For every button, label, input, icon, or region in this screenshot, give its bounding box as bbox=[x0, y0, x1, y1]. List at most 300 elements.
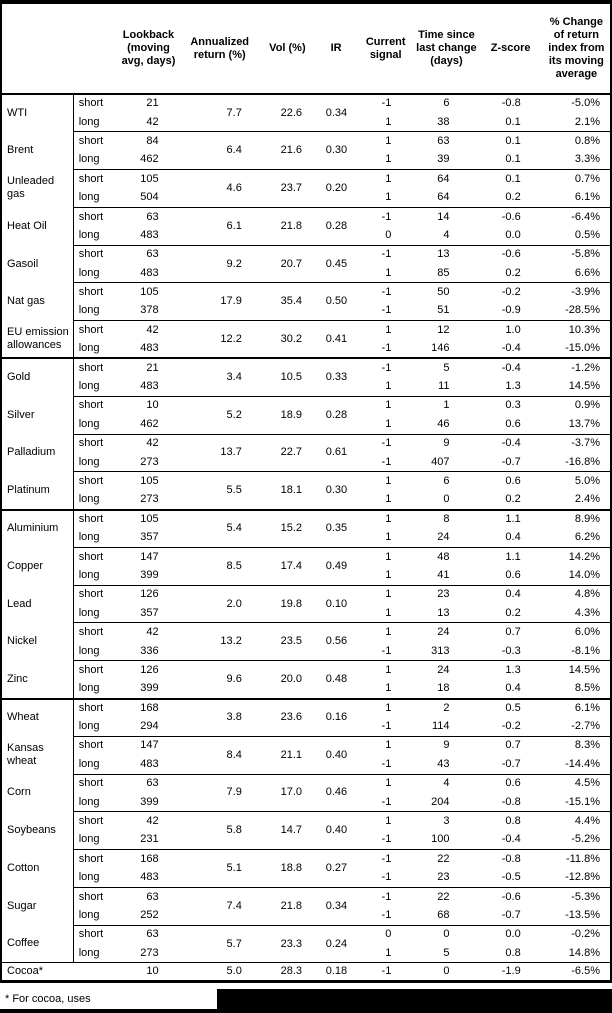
table-row bbox=[1, 850, 611, 869]
vol-value: 35.4 bbox=[260, 283, 315, 321]
table-row bbox=[1, 245, 611, 264]
lookback-value: 63 bbox=[146, 928, 159, 941]
lookback-value: 105 bbox=[140, 475, 159, 487]
ir-value: 0.34 bbox=[315, 94, 357, 132]
pct-change-value: 4.5% bbox=[574, 777, 600, 790]
table-row bbox=[1, 623, 611, 642]
time-since-change-value: 48 bbox=[437, 550, 450, 563]
commodity-name: Gold bbox=[1, 358, 73, 396]
col-header-zscore: Z-score bbox=[479, 2, 543, 94]
time-since-change-value: 46 bbox=[414, 415, 478, 434]
pct-change-value: -11.8% bbox=[565, 852, 600, 865]
lookback-value: 273 bbox=[117, 944, 179, 963]
pct-change-value: 0.9% bbox=[574, 399, 600, 412]
table-row bbox=[1, 358, 611, 377]
signal-value: -1 bbox=[381, 210, 392, 223]
pct-change-value: 4.8% bbox=[574, 588, 600, 601]
lookback-value: 42 bbox=[146, 815, 159, 828]
zscore-value: -0.8 bbox=[479, 793, 543, 812]
pct-change-value: 0.7% bbox=[574, 172, 600, 185]
pct-change-value: -16.8% bbox=[543, 453, 611, 472]
ir-value: 0.40 bbox=[315, 812, 357, 850]
table-row bbox=[1, 585, 611, 604]
signal-value: 1 bbox=[357, 151, 414, 170]
lookback-value: 10 bbox=[146, 399, 159, 412]
vol-value: 15.2 bbox=[260, 510, 315, 548]
horizon-label: long bbox=[73, 755, 117, 774]
commodity-name: Nickel bbox=[1, 623, 73, 661]
commodity-name: Cocoa* bbox=[1, 963, 73, 982]
zscore-value: 0.1 bbox=[479, 113, 543, 132]
time-since-change-value: 13 bbox=[437, 248, 450, 261]
annualized-return-value: 8.4 bbox=[180, 736, 260, 774]
table-row bbox=[1, 510, 611, 529]
time-since-change-value: 11 bbox=[414, 377, 478, 396]
col-header-time-since-last-change: Time since last change (days) bbox=[414, 2, 478, 94]
annualized-return-value: 5.1 bbox=[180, 850, 260, 888]
signal-value: 1 bbox=[385, 701, 392, 714]
horizon-label: long bbox=[73, 944, 117, 963]
zscore-value: 0.4 bbox=[479, 680, 543, 699]
annualized-return-value: 4.6 bbox=[180, 170, 260, 208]
pct-change-value: 6.2% bbox=[543, 528, 611, 547]
commodity-name: Nat gas bbox=[1, 283, 73, 321]
lookback-value: 10 bbox=[117, 963, 179, 982]
zscore-value: -0.8 bbox=[501, 97, 521, 110]
annualized-return-value: 5.4 bbox=[180, 510, 260, 548]
horizon-label: short bbox=[78, 701, 104, 714]
signal-value: 1 bbox=[357, 604, 414, 623]
pct-change-value: -5.2% bbox=[543, 831, 611, 850]
table-row bbox=[1, 736, 611, 755]
annualized-return-value: 13.7 bbox=[180, 434, 260, 472]
horizon-label: short bbox=[78, 777, 104, 790]
commodity-name: Platinum bbox=[1, 472, 73, 510]
signal-value: -1 bbox=[381, 361, 392, 374]
horizon-label: long bbox=[73, 264, 117, 283]
time-since-change-value: 4 bbox=[414, 226, 478, 245]
signal-value: -1 bbox=[357, 340, 414, 359]
signal-value: 1 bbox=[357, 377, 414, 396]
commodity-name: Coffee bbox=[1, 925, 73, 963]
zscore-value: 0.8 bbox=[505, 815, 521, 828]
col-header-vol: Vol (%) bbox=[260, 2, 315, 94]
ir-value: 0.45 bbox=[315, 245, 357, 283]
table-row bbox=[1, 170, 611, 189]
zscore-value: 0.7 bbox=[505, 739, 521, 752]
lookback-value: 63 bbox=[146, 890, 159, 903]
zscore-value: 0.8 bbox=[479, 944, 543, 963]
lookback-value: 168 bbox=[140, 852, 159, 865]
vol-value: 23.5 bbox=[260, 623, 315, 661]
signal-value: -1 bbox=[357, 642, 414, 661]
time-since-change-value: 18 bbox=[414, 680, 478, 699]
commodity-name: Silver bbox=[1, 396, 73, 434]
pct-change-value: -28.5% bbox=[543, 302, 611, 321]
lookback-value: 399 bbox=[117, 680, 179, 699]
vol-value: 21.1 bbox=[260, 736, 315, 774]
lookback-value: 168 bbox=[140, 701, 159, 714]
lookback-value: 273 bbox=[117, 453, 179, 472]
horizon-label: long bbox=[73, 491, 117, 510]
horizon-label: short bbox=[78, 361, 104, 374]
zscore-value: 0.4 bbox=[505, 588, 521, 601]
annualized-return-value: 17.9 bbox=[180, 283, 260, 321]
pct-change-value: -5.0% bbox=[571, 97, 600, 110]
time-since-change-value: 9 bbox=[443, 739, 450, 752]
horizon-label: long bbox=[73, 528, 117, 547]
commodity-name: EU emission allowances bbox=[1, 321, 73, 359]
vol-value: 21.6 bbox=[260, 132, 315, 170]
lookback-value: 105 bbox=[140, 513, 159, 526]
col-header-empty bbox=[1, 2, 117, 94]
ir-value: 0.61 bbox=[315, 434, 357, 472]
horizon-label: short bbox=[78, 588, 104, 601]
zscore-value: 0.0 bbox=[479, 226, 543, 245]
time-since-change-value: 4 bbox=[443, 777, 450, 790]
lookback-value: 378 bbox=[117, 302, 179, 321]
zscore-value: 0.6 bbox=[505, 475, 521, 487]
lookback-value: 42 bbox=[146, 626, 159, 639]
lookback-value: 357 bbox=[117, 604, 179, 623]
signal-value: 1 bbox=[385, 550, 392, 563]
signal-value: -1 bbox=[357, 831, 414, 850]
signal-value: 1 bbox=[357, 415, 414, 434]
horizon-label: short bbox=[78, 248, 104, 261]
table-row bbox=[1, 396, 611, 415]
zscore-value: -0.7 bbox=[479, 755, 543, 774]
col-header-current-signal: Current signal bbox=[357, 2, 414, 94]
signal-value: -1 bbox=[357, 869, 414, 888]
pct-change-value: 6.1% bbox=[574, 701, 600, 714]
ir-value: 0.28 bbox=[315, 207, 357, 245]
footnote-text: * For cocoa, uses bbox=[5, 993, 91, 1005]
table-row bbox=[1, 963, 611, 982]
zscore-value: -0.4 bbox=[479, 831, 543, 850]
table-row bbox=[1, 207, 611, 226]
annualized-return-value: 5.5 bbox=[180, 472, 260, 510]
annualized-return-value: 9.6 bbox=[180, 661, 260, 699]
signal-value: -1 bbox=[381, 97, 392, 110]
vol-value: 21.8 bbox=[260, 207, 315, 245]
horizon-label bbox=[73, 963, 117, 982]
table-row bbox=[1, 547, 611, 566]
horizon-label: long bbox=[73, 453, 117, 472]
pct-change-value: 0.5% bbox=[543, 226, 611, 245]
zscore-value: -0.6 bbox=[501, 210, 521, 223]
pct-change-value: -0.2% bbox=[571, 928, 600, 941]
zscore-value: -0.4 bbox=[501, 361, 521, 374]
horizon-label: short bbox=[78, 739, 104, 752]
footnote-box bbox=[0, 989, 219, 1010]
horizon-label: long bbox=[73, 566, 117, 585]
annualized-return-value: 5.0 bbox=[180, 963, 260, 982]
annualized-return-value: 5.7 bbox=[180, 925, 260, 963]
pct-change-value: 14.0% bbox=[543, 566, 611, 585]
time-since-change-value: 5 bbox=[414, 944, 478, 963]
horizon-label: long bbox=[73, 906, 117, 925]
lookback-value: 483 bbox=[117, 226, 179, 245]
horizon-label: long bbox=[73, 869, 117, 888]
vol-value: 18.1 bbox=[260, 472, 315, 510]
vol-value: 18.8 bbox=[260, 850, 315, 888]
commodity-name: WTI bbox=[1, 94, 73, 132]
lookback-value: 63 bbox=[146, 777, 159, 790]
lookback-value: 63 bbox=[146, 210, 159, 223]
pct-change-value: 14.5% bbox=[568, 663, 600, 676]
commodity-name: Brent bbox=[1, 132, 73, 170]
lookback-value: 147 bbox=[140, 739, 159, 752]
lookback-value: 231 bbox=[117, 831, 179, 850]
annualized-return-value: 6.1 bbox=[180, 207, 260, 245]
vol-value: 14.7 bbox=[260, 812, 315, 850]
time-since-change-value: 39 bbox=[414, 151, 478, 170]
signal-value: -1 bbox=[357, 755, 414, 774]
ir-value: 0.35 bbox=[315, 510, 357, 548]
zscore-value: -0.4 bbox=[501, 437, 521, 450]
pct-change-value: -3.9% bbox=[571, 286, 600, 299]
lookback-value: 504 bbox=[117, 188, 179, 207]
time-since-change-value: 6 bbox=[443, 475, 450, 487]
pct-change-value: 14.5% bbox=[543, 377, 611, 396]
commodity-name: Soybeans bbox=[1, 812, 73, 850]
horizon-label: short bbox=[78, 475, 104, 487]
pct-change-value: -12.8% bbox=[543, 869, 611, 888]
signal-value: 1 bbox=[385, 399, 392, 412]
zscore-value: 1.1 bbox=[505, 550, 521, 563]
zscore-value: -0.8 bbox=[501, 852, 521, 865]
zscore-value: 0.0 bbox=[505, 928, 521, 941]
time-since-change-value: 68 bbox=[414, 906, 478, 925]
zscore-value: -0.5 bbox=[479, 869, 543, 888]
horizon-label: short bbox=[78, 210, 104, 223]
zscore-value: 1.3 bbox=[505, 663, 521, 676]
pct-change-value: 8.9% bbox=[574, 513, 600, 526]
zscore-value: 1.1 bbox=[505, 513, 521, 526]
lookback-value: 399 bbox=[117, 566, 179, 585]
signal-value: 0 bbox=[385, 928, 392, 941]
signal-value: 1 bbox=[357, 188, 414, 207]
signal-value: 1 bbox=[385, 626, 392, 639]
lookback-value: 105 bbox=[140, 172, 159, 185]
zscore-value: 1.0 bbox=[505, 323, 521, 336]
pct-change-value: 14.8% bbox=[543, 944, 611, 963]
signal-value: 1 bbox=[385, 739, 392, 752]
pct-change-value: -3.7% bbox=[571, 437, 600, 450]
horizon-label: short bbox=[78, 626, 104, 639]
lookback-value: 126 bbox=[140, 588, 159, 601]
time-since-change-value: 41 bbox=[414, 566, 478, 585]
time-since-change-value: 24 bbox=[437, 626, 450, 639]
lookback-value: 21 bbox=[146, 361, 159, 374]
lookback-value: 105 bbox=[140, 286, 159, 299]
horizon-label: short bbox=[78, 172, 104, 185]
commodity-name: Aluminium bbox=[1, 510, 73, 548]
horizon-label: short bbox=[78, 852, 104, 865]
time-since-change-value: 13 bbox=[414, 604, 478, 623]
time-since-change-value: 24 bbox=[414, 528, 478, 547]
horizon-label: short bbox=[78, 399, 104, 412]
time-since-change-value: 146 bbox=[414, 340, 478, 359]
signal-value: 0 bbox=[357, 226, 414, 245]
commodity-name: Lead bbox=[1, 585, 73, 623]
time-since-change-value: 14 bbox=[437, 210, 450, 223]
time-since-change-value: 64 bbox=[437, 172, 450, 185]
signal-value: -1 bbox=[357, 963, 414, 982]
zscore-value: 1.3 bbox=[479, 377, 543, 396]
pct-change-value: 4.3% bbox=[543, 604, 611, 623]
pct-change-value: 5.0% bbox=[574, 475, 600, 487]
pct-change-value: -5.8% bbox=[571, 248, 600, 261]
zscore-value: 0.4 bbox=[479, 528, 543, 547]
ir-value: 0.41 bbox=[315, 321, 357, 359]
time-since-change-value: 2 bbox=[443, 701, 450, 714]
horizon-label: long bbox=[73, 604, 117, 623]
signal-value: -1 bbox=[381, 286, 392, 299]
horizon-label: long bbox=[73, 113, 117, 132]
time-since-change-value: 0 bbox=[414, 963, 478, 982]
horizon-label: long bbox=[73, 415, 117, 434]
vol-value: 20.7 bbox=[260, 245, 315, 283]
lookback-value: 336 bbox=[117, 642, 179, 661]
vol-value: 28.3 bbox=[260, 963, 315, 982]
time-since-change-value: 0 bbox=[414, 491, 478, 510]
horizon-label: long bbox=[73, 226, 117, 245]
lookback-value: 126 bbox=[140, 663, 159, 676]
pct-change-value: -8.1% bbox=[543, 642, 611, 661]
horizon-label: long bbox=[73, 188, 117, 207]
time-since-change-value: 50 bbox=[437, 286, 450, 299]
vol-value: 18.9 bbox=[260, 396, 315, 434]
time-since-change-value: 204 bbox=[414, 793, 478, 812]
table-row bbox=[1, 887, 611, 906]
table-row bbox=[1, 94, 611, 113]
ir-value: 0.48 bbox=[315, 661, 357, 699]
pct-change-value: -6.5% bbox=[543, 963, 611, 982]
zscore-value: -0.7 bbox=[479, 906, 543, 925]
horizon-label: long bbox=[73, 717, 117, 736]
table-row bbox=[1, 774, 611, 793]
zscore-value: -1.9 bbox=[479, 963, 543, 982]
table-row bbox=[1, 283, 611, 302]
signal-value: 1 bbox=[385, 777, 392, 790]
ir-value: 0.24 bbox=[315, 925, 357, 963]
pct-change-value: 3.3% bbox=[543, 151, 611, 170]
signal-value: -1 bbox=[381, 248, 392, 261]
signal-value: -1 bbox=[357, 906, 414, 925]
lookback-value: 42 bbox=[146, 323, 159, 336]
signal-value: 1 bbox=[357, 113, 414, 132]
ir-value: 0.49 bbox=[315, 547, 357, 585]
footer-bar bbox=[0, 989, 612, 1013]
signal-value: 1 bbox=[357, 491, 414, 510]
vol-value: 22.7 bbox=[260, 434, 315, 472]
pct-change-value: -2.7% bbox=[543, 717, 611, 736]
commodity-name: Heat Oil bbox=[1, 207, 73, 245]
ir-value: 0.34 bbox=[315, 887, 357, 925]
zscore-value: -0.2 bbox=[501, 286, 521, 299]
horizon-label: short bbox=[78, 437, 104, 450]
time-since-change-value: 5 bbox=[443, 361, 450, 374]
vol-value: 21.8 bbox=[260, 887, 315, 925]
time-since-change-value: 1 bbox=[443, 399, 450, 412]
vol-value: 20.0 bbox=[260, 661, 315, 699]
annualized-return-value: 3.4 bbox=[180, 358, 260, 396]
time-since-change-value: 100 bbox=[414, 831, 478, 850]
col-header-lookback: Lookback (moving avg, days) bbox=[117, 2, 179, 94]
pct-change-value: 4.4% bbox=[574, 815, 600, 828]
vol-value: 19.8 bbox=[260, 585, 315, 623]
pct-change-value: 6.1% bbox=[543, 188, 611, 207]
time-since-change-value: 0 bbox=[443, 928, 450, 941]
vol-value: 10.5 bbox=[260, 358, 315, 396]
pct-change-value: -5.3% bbox=[571, 890, 600, 903]
zscore-value: 0.1 bbox=[505, 172, 521, 185]
signal-value: 1 bbox=[357, 528, 414, 547]
ir-value: 0.30 bbox=[315, 472, 357, 510]
lookback-value: 273 bbox=[117, 491, 179, 510]
zscore-value: 0.6 bbox=[505, 777, 521, 790]
ir-value: 0.50 bbox=[315, 283, 357, 321]
annualized-return-value: 5.2 bbox=[180, 396, 260, 434]
commodity-name: Copper bbox=[1, 547, 73, 585]
horizon-label: short bbox=[78, 97, 104, 110]
lookback-value: 42 bbox=[146, 437, 159, 450]
lookback-value: 42 bbox=[117, 113, 179, 132]
time-since-change-value: 313 bbox=[414, 642, 478, 661]
pct-change-value: -13.5% bbox=[543, 906, 611, 925]
zscore-value: -0.3 bbox=[479, 642, 543, 661]
lookback-value: 399 bbox=[117, 793, 179, 812]
lookback-value: 357 bbox=[117, 528, 179, 547]
table-row bbox=[1, 661, 611, 680]
time-since-change-value: 3 bbox=[443, 815, 450, 828]
pct-change-value: -15.0% bbox=[543, 340, 611, 359]
time-since-change-value: 64 bbox=[414, 188, 478, 207]
ir-value: 0.33 bbox=[315, 358, 357, 396]
zscore-value: -0.2 bbox=[479, 717, 543, 736]
horizon-label: short bbox=[78, 323, 104, 336]
time-since-change-value: 12 bbox=[437, 323, 450, 336]
ir-value: 0.30 bbox=[315, 132, 357, 170]
lookback-value: 462 bbox=[117, 151, 179, 170]
signal-value: 1 bbox=[357, 944, 414, 963]
col-header-pct-change: % Change of return index from its moving average bbox=[543, 2, 611, 94]
annualized-return-value: 12.2 bbox=[180, 321, 260, 359]
annualized-return-value: 8.5 bbox=[180, 547, 260, 585]
lookback-value: 147 bbox=[140, 550, 159, 563]
lookback-value: 462 bbox=[117, 415, 179, 434]
time-since-change-value: 23 bbox=[414, 869, 478, 888]
table-row bbox=[1, 321, 611, 340]
time-since-change-value: 8 bbox=[443, 513, 450, 526]
commodity-name: Unleaded gas bbox=[1, 170, 73, 208]
time-since-change-value: 23 bbox=[437, 588, 450, 601]
ir-value: 0.16 bbox=[315, 699, 357, 737]
zscore-value: -0.7 bbox=[479, 453, 543, 472]
horizon-label: short bbox=[78, 890, 104, 903]
annualized-return-value: 2.0 bbox=[180, 585, 260, 623]
vol-value: 23.3 bbox=[260, 925, 315, 963]
pct-change-value: 6.6% bbox=[543, 264, 611, 283]
horizon-label: long bbox=[73, 151, 117, 170]
signal-value: -1 bbox=[381, 437, 392, 450]
pct-change-value: 6.0% bbox=[574, 626, 600, 639]
signal-value: 1 bbox=[357, 566, 414, 585]
horizon-label: long bbox=[73, 642, 117, 661]
lookback-value: 63 bbox=[146, 248, 159, 261]
table-row bbox=[1, 812, 611, 831]
